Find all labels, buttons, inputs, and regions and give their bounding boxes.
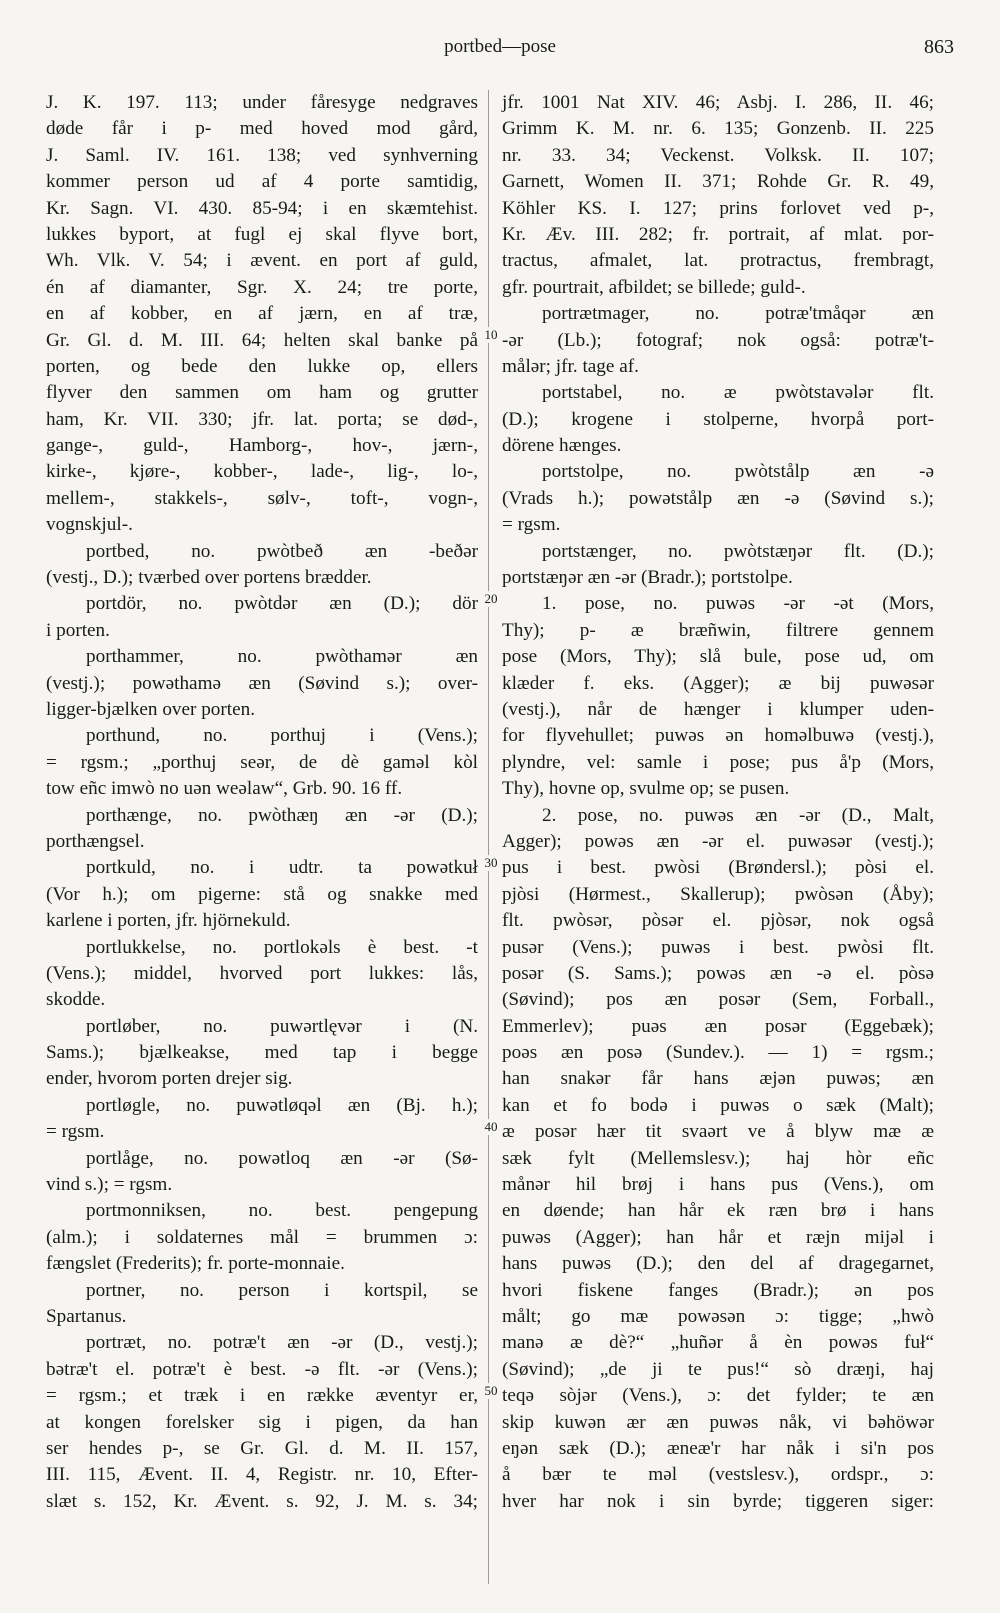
text-line: portløber, no. puwərtlęvər i (N. <box>86 1015 478 1037</box>
text-line: månər hil brøj i hans pus (Vens.), om <box>502 1174 934 1196</box>
text-line: portræt, no. potræ't æn -ər (D., vestj.); <box>86 1332 478 1354</box>
text-line: flt. pwòsər, pòsər el. pjòsər, nok også <box>502 910 934 932</box>
text-line: Sams.); bjælkeakse, med tap i begge <box>46 1042 478 1064</box>
text-line: Agger); powəs æn -ər el. puwəsər (vestj.); <box>502 830 934 852</box>
text-line: 1. pose, no. puwəs -ər -ət (Mors, <box>542 593 934 615</box>
text-line: (alm.); i soldaternes mål = brummen ɔ: <box>46 1226 478 1248</box>
text-line: pose (Mors, Thy); slå bule, pose ud, om <box>502 646 934 668</box>
text-line: døde får i p- med hoved mod gård, <box>46 118 478 140</box>
page-number: 863 <box>924 36 954 58</box>
text-line: (vestj., D.); tværbed over portens brædder. <box>46 567 372 589</box>
text-line: karlene i porten, jfr. hjörnekuld. <box>46 910 291 932</box>
text-line: portbed, no. pwòtbeð æn -beðər <box>86 540 478 562</box>
text-line: (vestj.); powəthamə æn (Søvind s.); over- <box>46 672 478 694</box>
line-number-20: 20 <box>480 591 502 607</box>
text-line: hvori fiskene fanges (Bradr.); ən pos <box>502 1279 934 1301</box>
text-line: at kongen forelsker sig i pigen, da han <box>46 1411 478 1433</box>
text-line: pjòsi (Hørmest., Skallerup); pwòsən (Åby); <box>502 883 934 905</box>
text-line: Garnett, Women II. 371; Rohde Gr. R. 49, <box>502 171 934 193</box>
text-line: (Vrads h.); powətstålp æn -ə (Søvind s.); <box>502 487 934 509</box>
text-line: (vestj.), når de hænger i klumper uden- <box>502 698 934 720</box>
text-line: III. 115, Ævent. II. 4, Registr. nr. 10, Efter- <box>46 1464 478 1486</box>
text-line: kirke-, kjøre-, kobber-, lade-, lig-, lo-, <box>46 461 478 483</box>
text-line: Emmerlev); puəs æn posər (Eggebæk); <box>502 1015 934 1037</box>
text-line: hver har nok i sin byrde; tiggeren siger: <box>502 1490 934 1512</box>
column-divider <box>488 90 489 1584</box>
text-line: en døende; han hår ek ræn brø i hans <box>502 1200 934 1222</box>
text-line: porten, og bede den lukke op, ellers <box>46 355 478 377</box>
text-line: en af kobber, en af jærn, en af træ, <box>46 303 478 325</box>
text-line: (D.); krogene i stolperne, hvorpå port- <box>502 408 934 430</box>
text-line: teqə sòjər (Vens.), ɔ: det fylder; te æn <box>502 1385 934 1407</box>
text-line: poəs æn posə (Sundev.). — 1) = rgsm.; <box>502 1042 934 1064</box>
text-line: hans puwəs (D.); den del af dragegarnet, <box>502 1253 934 1275</box>
text-line: portner, no. person i kortspil, se <box>86 1279 478 1301</box>
text-line: portmonniksen, no. best. pengepung <box>86 1200 478 1222</box>
text-line: Kr. Sagn. VI. 430. 85-94; i en skæmtehist. <box>46 197 478 219</box>
text-line: å bær te məl (vestslesv.), ordspr., ɔ: <box>502 1464 934 1486</box>
text-line: puwəs (Agger); han hår et ræjn mijəl i <box>502 1226 934 1248</box>
text-line: æ posər hær tit svaərt ve å blyw mæ æ <box>502 1121 934 1143</box>
line-number-50: 50 <box>480 1383 502 1399</box>
text-line: han snakər får hans æjən puwəs; æn <box>502 1068 934 1090</box>
text-line: én af diamanter, Sgr. X. 24; tre porte, <box>46 276 478 298</box>
text-line: (Søvind); „de ji te pus!“ sò dræŋi, haj <box>502 1358 934 1380</box>
text-line: = rgsm.; et træk i en række æventyr er, <box>46 1385 478 1407</box>
text-line: Gr. Gl. d. M. III. 64; helten skal banke på <box>46 329 478 351</box>
text-line: pusər (Vens.); puwəs i best. pwòsi flt. <box>502 936 934 958</box>
text-line: målər; jfr. tage af. <box>502 355 639 377</box>
text-line: vognskjul-. <box>46 514 133 536</box>
text-line: 2. pose, no. puwəs æn -ər (D., Malt, <box>542 804 934 826</box>
running-head: portbed—pose <box>444 36 556 57</box>
text-line: porthammer, no. pwòthamər æn <box>86 646 478 668</box>
text-line: portløgle, no. puwətløqəl æn (Bj. h.); <box>86 1094 478 1116</box>
right-column <box>502 90 934 1515</box>
text-line: slæt s. 152, Kr. Ævent. s. 92, J. M. s. 34; <box>46 1490 478 1512</box>
text-line: ender, hvorom porten drejer sig. <box>46 1068 293 1090</box>
text-line: porthænge, no. pwòthæŋ æn -ər (D.); <box>86 804 478 826</box>
text-line: porthund, no. porthuj i (Vens.); <box>86 725 478 747</box>
text-line: kommer person ud af 4 porte samtidig, <box>46 171 478 193</box>
text-line: = rgsm. <box>46 1121 105 1143</box>
text-line: gange-, guld-, Hamborg-, hov-, jærn-, <box>46 435 478 457</box>
text-line: portstolpe, no. pwòtstålp æn -ə <box>542 461 934 483</box>
text-line: portlåge, no. powətloq æn -ər (Sø- <box>86 1147 478 1169</box>
text-line: for flyvehullet; puwəs ən homəlbuwə (vestj.), <box>502 725 934 747</box>
text-line: portdör, no. pwòtdər æn (D.); dör <box>86 593 478 615</box>
text-line: J. K. 197. 113; under fåresyge nedgraves <box>46 92 478 113</box>
text-line: gfr. pourtrait, afbildet; se billede; guld-. <box>502 276 806 298</box>
text-line: manə æ dè?“ „huñər å èn powəs fuł“ <box>502 1332 934 1354</box>
text-line: portlukkelse, no. portlokəls è best. -t <box>86 936 478 958</box>
text-line: klæder f. eks. (Agger); æ bij puwəsər <box>502 672 934 694</box>
text-line: portstabel, no. æ pwòtstavələr flt. <box>542 382 934 404</box>
text-line: lukkes byport, at fugl ej skal flyve bort, <box>46 223 478 245</box>
text-line: = rgsm.; „porthuj seər, de dè gaməl kòl <box>46 751 478 773</box>
text-line: tow eñc imwò no uən weəlaw“, Grb. 90. 16 ff. <box>46 778 403 800</box>
text-line: Grimm K. M. nr. 6. 135; Gonzenb. II. 225 <box>502 118 934 140</box>
text-line: (Vens.); middel, hvorved port lukkes: lås, <box>46 962 478 984</box>
text-line: ser hendes p-, se Gr. Gl. d. M. II. 157, <box>46 1437 478 1459</box>
text-line: (Søvind); pos æn posər (Sem, Forball., <box>502 989 934 1011</box>
text-line: sæk fylt (Mellemslesv.); haj hòr eñc <box>502 1147 934 1169</box>
text-line: bətræ't el. potræ't è best. -ə flt. -ər (Vens.); <box>46 1358 478 1380</box>
text-line: pus i best. pwòsi (Brøndersl.); pòsi el. <box>502 857 934 879</box>
text-line: portstænger, no. pwòtstæŋər flt. (D.); <box>542 540 934 562</box>
text-line: -ər (Lb.); fotograf; nok også: potræ't- <box>502 329 934 351</box>
text-line: eŋən sæk (D.); æneæ'r har nåk i si'n pos <box>502 1437 934 1459</box>
text-line: Thy); p- æ bræñwin, filtrere gennem <box>502 619 934 641</box>
text-line: Kr. Æv. III. 282; fr. portrait, af mlat. por- <box>502 223 934 245</box>
text-line: plyndre, vel: samle i pose; pus å'p (Mors, <box>502 751 934 773</box>
text-line: portstæŋər æn -ər (Bradr.); portstolpe. <box>502 567 793 589</box>
text-line: = rgsm. <box>502 514 561 536</box>
text-line: skip kuwən ær æn puwəs nåk, vi bəhöwər <box>502 1411 934 1433</box>
text-line: porthængsel. <box>46 830 145 852</box>
text-line: tractus, afmalet, lat. protractus, frembragt, <box>502 250 934 272</box>
text-line: kan et fo bodə i puwəs o sæk (Malt); <box>502 1094 934 1116</box>
text-line: portrætmager, no. potræ'tmåqər æn <box>542 303 934 325</box>
text-line: Thy), hovne op, svulme op; se pusen. <box>502 778 790 800</box>
text-line: målt; go mæ powəsən ɔ: tigge; „hwò <box>502 1305 934 1327</box>
line-number-40: 40 <box>480 1119 502 1135</box>
text-line: ligger-bjælken over porten. <box>46 698 256 720</box>
text-line: vind s.); = rgsm. <box>46 1174 173 1196</box>
text-line: ham, Kr. VII. 330; jfr. lat. porta; se død-, <box>46 408 478 430</box>
text-line: Spartanus. <box>46 1305 127 1327</box>
page-header <box>46 36 954 64</box>
line-number-30: 30 <box>480 855 502 871</box>
left-column <box>46 90 478 1515</box>
text-line: Köhler KS. I. 127; prins forlovet ved p-, <box>502 197 934 219</box>
line-number-10: 10 <box>480 327 502 343</box>
text-line: J. Saml. IV. 161. 138; ved synhverning <box>46 144 478 166</box>
text-line: jfr. 1001 Nat XIV. 46; Asbj. I. 286, II. 46; <box>502 92 934 113</box>
text-line: Wh. Vlk. V. 54; i ævent. en port af guld, <box>46 250 478 272</box>
text-line: skodde. <box>46 989 106 1011</box>
text-line: fængslet (Frederits); fr. porte-monnaie. <box>46 1253 345 1275</box>
text-line: portkuld, no. i udtr. ta powətkuł <box>86 857 478 879</box>
text-line: i porten. <box>46 619 110 641</box>
text-line: flyver den sammen om ham og grutter <box>46 382 478 404</box>
text-line: mellem-, stakkels-, sølv-, toft-, vogn-, <box>46 487 478 509</box>
text-line: nr. 33. 34; Veckenst. Volksk. II. 107; <box>502 144 934 166</box>
text-line: dörene hænges. <box>502 435 622 457</box>
text-line: (Vor h.); om pigerne: stå og snakke med <box>46 883 478 905</box>
text-line: posər (S. Sams.); powəs æn -ə el. pòsə <box>502 962 934 984</box>
